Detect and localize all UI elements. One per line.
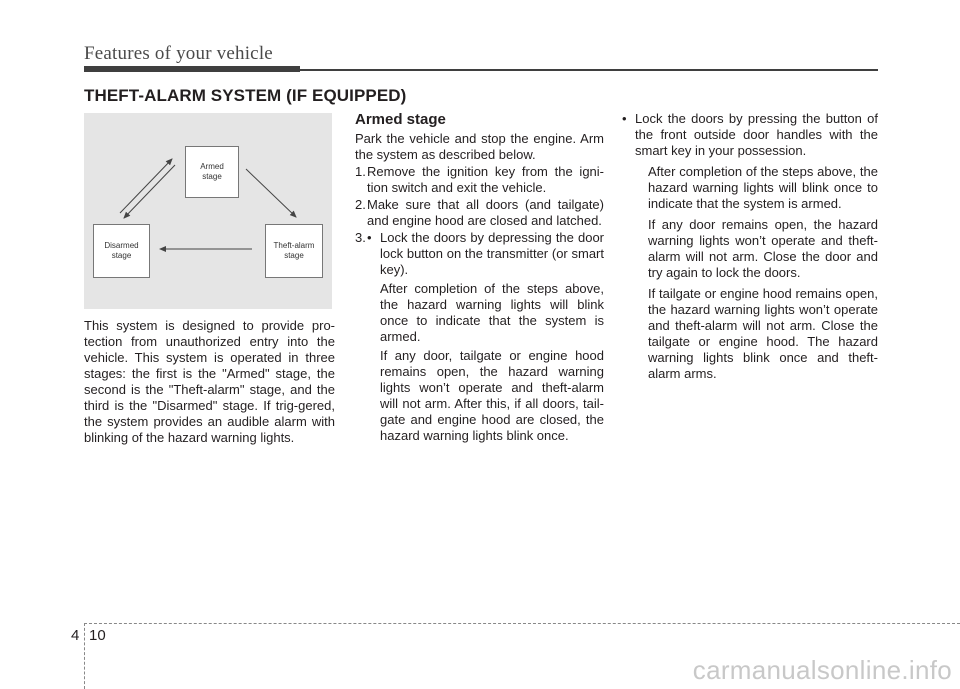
running-header: Features of your vehicle <box>84 43 273 64</box>
smart-key-completion-note: After completion of the steps above, the hazard warning lights will blink once to indicate that the system is armed. <box>648 164 878 211</box>
step-1 <box>355 164 604 196</box>
armed-stage-column <box>355 111 604 445</box>
step-2 <box>355 197 604 229</box>
step-1-number: 1. <box>355 164 366 179</box>
header-rule-thin <box>300 69 878 71</box>
theft-alarm-stage-box <box>265 224 323 278</box>
step-2-number: 2. <box>355 197 366 212</box>
arrow-disarmed-to-armed <box>120 159 172 213</box>
header-rule-thick <box>84 66 300 72</box>
footer-rule <box>84 623 960 624</box>
disarmed-stage-label-line2: stage <box>111 251 132 260</box>
smart-key-bullet-item <box>622 111 878 159</box>
arrow-armed-to-disarmed <box>124 165 175 218</box>
chapter-number: 4 <box>71 627 80 644</box>
step-3-number: 3. <box>355 230 366 245</box>
smart-key-item-text: Lock the doors by pressing the button of the front outside door handles with the smart key in your possession. <box>635 111 878 158</box>
armed-stage-box <box>185 146 239 198</box>
smart-key-bullet: • <box>622 111 627 126</box>
step-3-open-door-note: If any door, tailgate or engine hood remains open, the hazard warning lights won’t operate and theft-alarm will not arm. After this, if all doors, tail-gate and engine hood are closed, the hazard warning lights blink once. <box>380 348 604 443</box>
section-title: THEFT-ALARM SYSTEM (IF EQUIPPED) <box>84 86 407 105</box>
arrow-armed-to-theft <box>246 169 296 217</box>
smart-key-door-open-note: If any door remains open, the hazard warning lights won’t operate and theft-alarm will not arm. Close the door and try again to lock the doors. <box>648 217 878 280</box>
theft-alarm-stage-label-line1: Theft-alarm <box>273 241 315 250</box>
theft-alarm-stage-label-line2: stage <box>284 251 304 260</box>
watermark: carmanualsonline.info <box>692 655 952 685</box>
smart-key-column <box>622 111 878 383</box>
smart-key-tailgate-note: If tailgate or engine hood remains open, the hazard warning lights won’t operate and theft-alarm will not arm. Close the tailgate or engine hood. The hazard warning lights blink once and theft-alarm arms. <box>648 286 878 381</box>
armed-stage-intro: Park the vehicle and stop the engine. Arm the system as described below. <box>355 131 604 162</box>
step-3-text: Lock the doors by depressing the door lock button on the transmitter (or smart key). <box>380 230 604 277</box>
diagram-arrows <box>84 113 332 309</box>
armed-stage-label-line2: stage <box>202 172 222 181</box>
step-1-text: Remove the ignition key from the igni-tion switch and exit the vehicle. <box>367 164 604 195</box>
footer-vertical-rule <box>84 623 85 689</box>
step-3 <box>355 230 604 278</box>
disarmed-stage-label-line1: Disarmed <box>104 241 139 250</box>
page-number: 10 <box>89 627 106 644</box>
disarmed-stage-box <box>93 224 150 278</box>
armed-stage-label-line1: Armed <box>200 162 224 171</box>
intro-paragraph: This system is designed to provide pro-tection from unauthorized entry into the vehicle. This system is operated in three stages: the first is the "Armed" stage, the second is the "Theft-alarm" stage, and the third is the "Disarmed" stage. If trig-gered, the system provides an audible alarm with blinking of the hazard warning lights. <box>84 318 335 445</box>
step-3-bullet: • <box>367 230 372 245</box>
armed-stage-heading: Armed stage <box>355 111 446 128</box>
alarm-stage-diagram <box>84 113 332 309</box>
step-2-text: Make sure that all doors (and tailgate) and engine hood are closed and latched. <box>367 197 604 228</box>
step-3-completion-note: After completion of the steps above, the hazard warning lights will blink once to indicate that the system is armed. <box>380 281 604 344</box>
